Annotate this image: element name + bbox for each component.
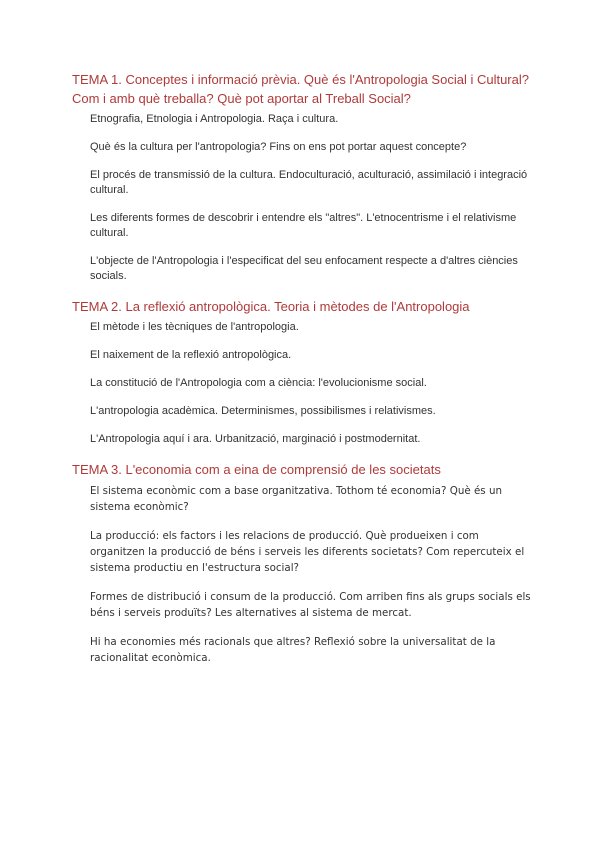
tema-3-title: TEMA 3. L'economia com a eina de comprensió de les societats bbox=[72, 462, 441, 477]
syllabus-content bbox=[72, 70, 532, 679]
tema-2-section bbox=[72, 297, 532, 447]
list-item: Etnografia, Etnologia i Antropologia. Raça i cultura. bbox=[90, 113, 339, 125]
list-item: Què és la cultura per l'antropologia? Fins on ens pot portar aquest concepte? bbox=[90, 141, 467, 153]
list-item: Les diferents formes de descobrir i entendre els "altres". L'etnocentrisme i el relativisme cultural. bbox=[90, 212, 517, 239]
list-item: El procés de transmissió de la cultura. Endoculturació, aculturació, assimilació i integració cultural. bbox=[90, 169, 528, 196]
list-item: La producció: els factors i les relacions de producció. Què produeixen i com organitzen la producció de béns i serveis les diferents societats? Com repercuteix el sistema productiu en l'estructura social? bbox=[90, 530, 525, 574]
list-item: L'Antropologia aquí i ara. Urbanització, marginació i postmodernitat. bbox=[90, 433, 421, 445]
list-item: L'objecte de l'Antropologia i l'especificat del seu enfocament respecte a d'altres ciències socials. bbox=[90, 255, 518, 282]
tema-2-title: TEMA 2. La reflexió antropològica. Teoria i mètodes de l'Antropologia bbox=[72, 299, 470, 314]
list-item: La constitució de l'Antropologia com a ciència: l'evolucionisme social. bbox=[90, 377, 427, 389]
tema-1-section bbox=[72, 70, 532, 284]
tema-2-items bbox=[90, 320, 532, 447]
list-item: Formes de distribució i consum de la producció. Com arriben fins als grups socials els béns i serveis produïts? Les alternatives al sistema de mercat. bbox=[90, 591, 531, 619]
tema-1-items bbox=[90, 112, 532, 284]
list-item: Hi ha economies més racionals que altres? Reflexió sobre la universalitat de la racionalitat econòmica. bbox=[90, 636, 496, 664]
tema-1-title: TEMA 1. Conceptes i informació prèvia. Què és l'Antropologia Social i Cultural? Com i amb què treballa? Què pot aportar al Treball Social? bbox=[72, 72, 529, 106]
tema-3-items bbox=[90, 483, 532, 666]
list-item: El naixement de la reflexió antropològica. bbox=[90, 349, 292, 361]
tema-3-section bbox=[72, 460, 532, 666]
list-item: L'antropologia acadèmica. Determinismes, possibilismes i relativismes. bbox=[90, 405, 436, 417]
list-item: El sistema econòmic com a base organitzativa. Tothom té economia? Què és un sistema econòmic? bbox=[90, 485, 502, 513]
list-item: El mètode i les tècniques de l'antropologia. bbox=[90, 321, 299, 333]
